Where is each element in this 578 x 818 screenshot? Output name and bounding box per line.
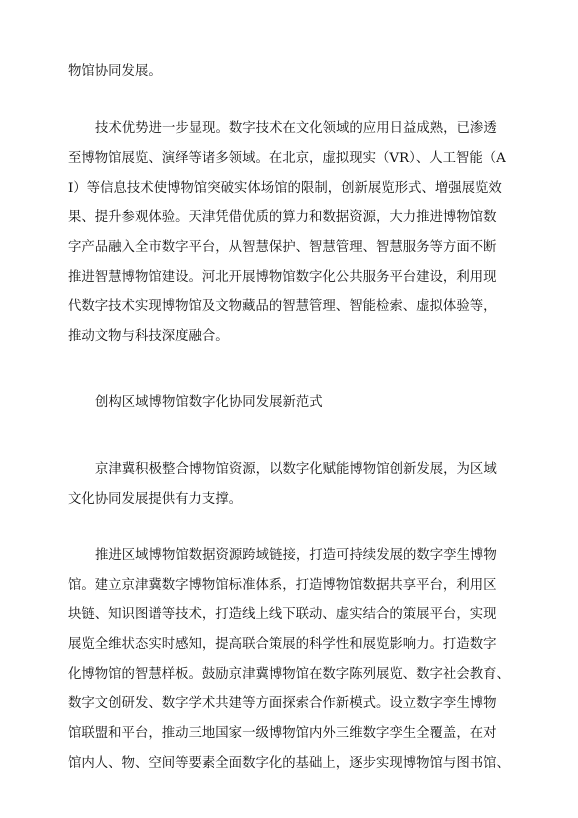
paragraph-fragment-line: 物馆协同发展。 bbox=[68, 64, 162, 79]
paragraph-line: I）等信息技术使博物馆突破实体场馆的限制，创新展览形式、增强展览效 bbox=[68, 181, 502, 196]
paragraph-line: 馆。建立京津冀数字博物馆标准体系，打造博物馆数据共享平台，利用区 bbox=[68, 578, 497, 593]
paragraph-line: 至博物馆展览、演绎等诸多领域。在北京，虚拟现实（VR）、人工智能（A bbox=[68, 151, 506, 166]
paragraph-line: 馆联盟和平台，推动三地国家一级博物馆内外三维数字孪生全覆盖，在对 bbox=[68, 726, 497, 741]
paragraph-line: 数字文创研发、数字学术共建等方面探索合作新模式。设立数字孪生博物 bbox=[68, 696, 497, 711]
paragraph-line: 推进智慧博物馆建设。河北开展博物馆数字化公共服务平台建设，利用现 bbox=[68, 270, 497, 285]
paragraph-line: 文化协同发展提供有力支撑。 bbox=[68, 492, 243, 507]
paragraph-line: 推动文物与科技深度融合。 bbox=[68, 329, 229, 344]
paragraph-line: 字产品融入全市数字平台，从智慧保护、智慧管理、智慧服务等方面不断 bbox=[68, 240, 497, 255]
paragraph-line: 展览全维状态实时感知，提高联合策展的科学性和展览影响力。打造数字 bbox=[68, 637, 497, 652]
paragraph-line: 技术优势进一步显现。数字技术在文化领域的应用日益成熟，已渗透 bbox=[95, 121, 497, 136]
paragraph-line: 代数字技术实现博物馆及文物藏品的智慧管理、智能检索、虚拟体验等， bbox=[68, 299, 497, 314]
paragraph-line: 果、提升参观体验。天津凭借优质的算力和数据资源，大力推进博物馆数 bbox=[68, 210, 497, 225]
paragraph-line: 馆内人、物、空间等要素全面数字化的基础上，逐步实现博物馆与图书馆、 bbox=[68, 756, 510, 771]
paragraph-line: 推进区域博物馆数据资源跨域链接，打造可持续发展的数字孪生博物 bbox=[95, 548, 497, 563]
paragraph-line: 化博物馆的智慧样板。鼓励京津冀博物馆在数字陈列展览、数字社会教育、 bbox=[68, 667, 510, 682]
paragraph-line: 块链、知识图谱等技术，打造线上线下联动、虚实结合的策展平台，实现 bbox=[68, 607, 497, 622]
paragraph-line: 京津冀积极整合博物馆资源，以数字化赋能博物馆创新发展，为区域 bbox=[95, 462, 497, 477]
section-heading: 创构区域博物馆数字化协同发展新范式 bbox=[95, 395, 323, 410]
